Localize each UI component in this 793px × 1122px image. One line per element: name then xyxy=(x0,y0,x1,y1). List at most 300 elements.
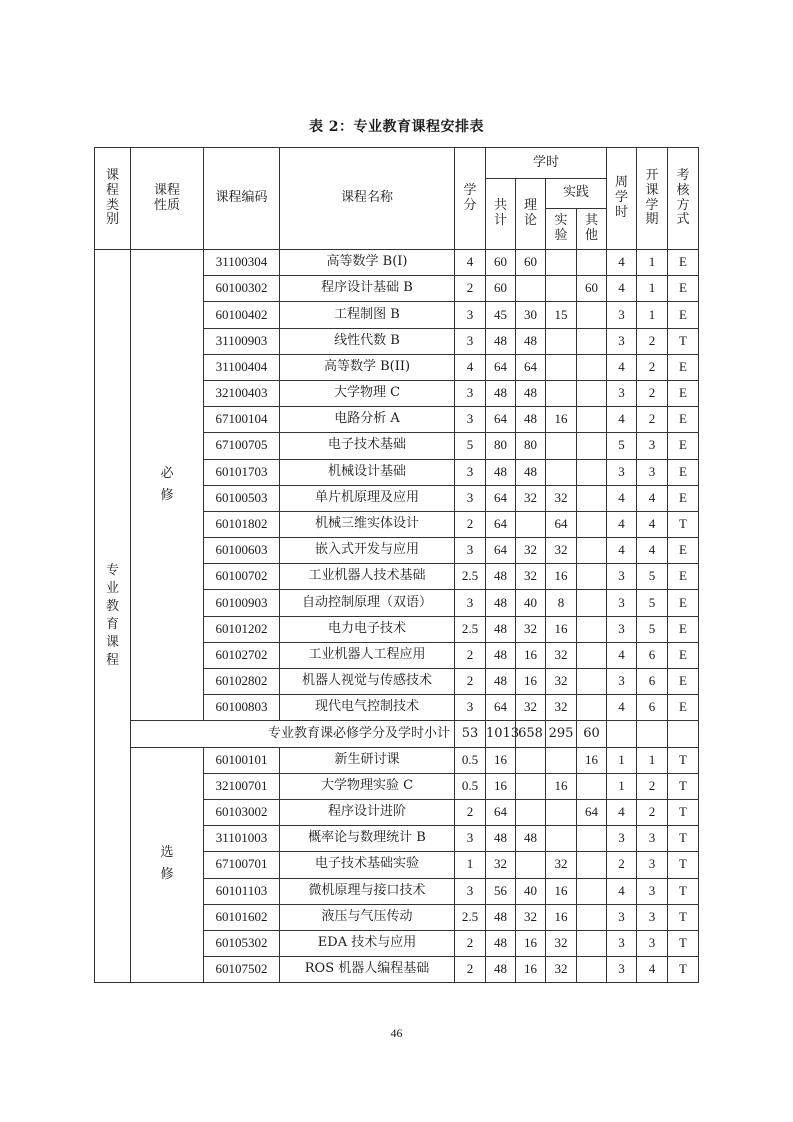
cell-total: 48 xyxy=(486,957,516,983)
cell-total: 16 xyxy=(486,747,516,773)
cell-name: 现代电气控制技术 xyxy=(280,695,455,721)
cell-weekly: 3 xyxy=(607,302,637,328)
subtotal-total: 1013 xyxy=(486,721,516,747)
cell-exam: E xyxy=(668,564,699,590)
cell-weekly: 3 xyxy=(607,328,637,354)
cell-weekly: 4 xyxy=(607,250,637,276)
header-hours: 学时 xyxy=(486,148,607,179)
cell-code: 60101202 xyxy=(204,616,280,642)
header-theory: 理 论 xyxy=(516,179,546,250)
cell-credit: 2 xyxy=(455,642,486,668)
cell-exam: E xyxy=(668,538,699,564)
cell-name: 单片机原理及应用 xyxy=(280,485,455,511)
cell-code: 67100705 xyxy=(204,433,280,459)
cell-weekly: 3 xyxy=(607,930,637,956)
header-other: 其 他 xyxy=(577,209,607,250)
cell-code: 60100302 xyxy=(204,276,280,302)
cell-credit: 0.5 xyxy=(455,773,486,799)
cell-credit: 3 xyxy=(455,538,486,564)
cell-weekly: 4 xyxy=(607,407,637,433)
cell-exam: E xyxy=(668,276,699,302)
cell-exp: 16 xyxy=(546,773,577,799)
subtotal-other: 60 xyxy=(577,721,607,747)
cell-term: 3 xyxy=(637,878,668,904)
cell-code: 60100702 xyxy=(204,564,280,590)
cell-total: 48 xyxy=(486,904,516,930)
cell-exp: 15 xyxy=(546,302,577,328)
cell-exam: E xyxy=(668,354,699,380)
cell-total: 48 xyxy=(486,642,516,668)
cell-exam: E xyxy=(668,250,699,276)
cell-exp: 16 xyxy=(546,878,577,904)
cell-exp: 16 xyxy=(546,616,577,642)
cell-term: 3 xyxy=(637,904,668,930)
cell-weekly: 2 xyxy=(607,852,637,878)
cell-weekly: 1 xyxy=(607,747,637,773)
cell-other xyxy=(577,433,607,459)
cell-theory: 48 xyxy=(516,328,546,354)
cell-other xyxy=(577,564,607,590)
cell-code: 60102702 xyxy=(204,642,280,668)
cell-credit: 2 xyxy=(455,276,486,302)
cell-other: 60 xyxy=(577,276,607,302)
cell-theory: 32 xyxy=(516,485,546,511)
header-term: 开 课 学 期 xyxy=(637,148,668,250)
cell-total: 64 xyxy=(486,799,516,825)
cell-exam: E xyxy=(668,433,699,459)
cell-weekly: 4 xyxy=(607,511,637,537)
cell-total: 48 xyxy=(486,616,516,642)
cell-name: 液压与气压传动 xyxy=(280,904,455,930)
header-experiment: 实 验 xyxy=(546,209,577,250)
cell-other xyxy=(577,957,607,983)
cell-code: 60101103 xyxy=(204,878,280,904)
cell-total: 60 xyxy=(486,250,516,276)
cell-exam: E xyxy=(668,302,699,328)
cell-other xyxy=(577,878,607,904)
cell-other xyxy=(577,250,607,276)
cell-theory: 32 xyxy=(516,616,546,642)
cell-other xyxy=(577,302,607,328)
cell-other xyxy=(577,538,607,564)
cell-credit: 3 xyxy=(455,380,486,406)
cell-exam: T xyxy=(668,328,699,354)
cell-theory xyxy=(516,799,546,825)
cell-code: 60103002 xyxy=(204,799,280,825)
cell-exam: E xyxy=(668,590,699,616)
cell-term: 4 xyxy=(637,511,668,537)
subtotal-credit: 53 xyxy=(455,721,486,747)
header-category: 课 程 类 别 xyxy=(95,148,131,250)
cell-theory xyxy=(516,276,546,302)
cell-credit: 2 xyxy=(455,799,486,825)
cell-theory: 64 xyxy=(516,354,546,380)
cell-exam: T xyxy=(668,773,699,799)
cell-name: 机械三维实体设计 xyxy=(280,511,455,537)
cell-theory: 32 xyxy=(516,695,546,721)
cell-exam: E xyxy=(668,485,699,511)
cell-term: 3 xyxy=(637,852,668,878)
cell-name: 大学物理实验 C xyxy=(280,773,455,799)
cell-name: 高等数学 B(II) xyxy=(280,354,455,380)
cell-name: 电子技术基础实验 xyxy=(280,852,455,878)
cell-theory: 30 xyxy=(516,302,546,328)
cell-other xyxy=(577,616,607,642)
cell-term: 3 xyxy=(637,826,668,852)
cell-code: 60101703 xyxy=(204,459,280,485)
cell-theory: 32 xyxy=(516,564,546,590)
cell-theory: 60 xyxy=(516,250,546,276)
cell-code: 60101602 xyxy=(204,904,280,930)
table-body xyxy=(95,148,699,983)
cell-term: 2 xyxy=(637,773,668,799)
cell-other xyxy=(577,328,607,354)
cell-exp xyxy=(546,276,577,302)
cell-code: 60100603 xyxy=(204,538,280,564)
cell-exp: 32 xyxy=(546,642,577,668)
cell-other xyxy=(577,930,607,956)
cell-code: 32100403 xyxy=(204,380,280,406)
cell-weekly: 1 xyxy=(607,773,637,799)
cell-total: 48 xyxy=(486,459,516,485)
cell-total: 64 xyxy=(486,538,516,564)
cell-theory xyxy=(516,511,546,537)
cell-exp: 8 xyxy=(546,590,577,616)
cell-code: 31100903 xyxy=(204,328,280,354)
cell-credit: 3 xyxy=(455,590,486,616)
cell-exp xyxy=(546,380,577,406)
cell-code: 67100701 xyxy=(204,852,280,878)
cell-term: 2 xyxy=(637,407,668,433)
cell-theory xyxy=(516,773,546,799)
cell-code: 60101802 xyxy=(204,511,280,537)
cell-term: 4 xyxy=(637,538,668,564)
table-row xyxy=(95,250,699,276)
cell-name: 工业机器人技术基础 xyxy=(280,564,455,590)
cell-weekly: 3 xyxy=(607,590,637,616)
cell-weekly: 3 xyxy=(607,904,637,930)
cell-total: 56 xyxy=(486,878,516,904)
cell-theory: 16 xyxy=(516,669,546,695)
cell-code: 60105302 xyxy=(204,930,280,956)
header-code: 课程编码 xyxy=(204,148,280,250)
cell-weekly: 4 xyxy=(607,276,637,302)
cell-exp: 64 xyxy=(546,511,577,537)
cell-exp: 32 xyxy=(546,485,577,511)
cell-weekly: 4 xyxy=(607,878,637,904)
cell-name: 自动控制原理（双语） xyxy=(280,590,455,616)
cell-term: 1 xyxy=(637,276,668,302)
cell-theory: 16 xyxy=(516,957,546,983)
cell-term: 2 xyxy=(637,380,668,406)
cell-theory: 80 xyxy=(516,433,546,459)
cell-term: 1 xyxy=(637,747,668,773)
cell-code: 60100101 xyxy=(204,747,280,773)
cell-total: 64 xyxy=(486,407,516,433)
cell-theory: 40 xyxy=(516,590,546,616)
cell-total: 48 xyxy=(486,590,516,616)
cell-code: 60107502 xyxy=(204,957,280,983)
cell-weekly: 3 xyxy=(607,459,637,485)
cell-exam: E xyxy=(668,669,699,695)
cell-theory: 32 xyxy=(516,904,546,930)
header-practice: 实践 xyxy=(546,179,607,209)
subtotal-label: 专业教育课必修学分及学时小计 xyxy=(131,721,455,747)
cell-theory xyxy=(516,747,546,773)
page-number: 46 xyxy=(390,1026,403,1040)
cell-credit: 5 xyxy=(455,433,486,459)
cell-total: 64 xyxy=(486,485,516,511)
cell-total: 64 xyxy=(486,695,516,721)
cell-term: 2 xyxy=(637,799,668,825)
cell-term: 3 xyxy=(637,433,668,459)
cell-credit: 2 xyxy=(455,511,486,537)
cell-total: 64 xyxy=(486,354,516,380)
cell-name: 机械设计基础 xyxy=(280,459,455,485)
cell-code: 60102802 xyxy=(204,669,280,695)
cell-credit: 2 xyxy=(455,669,486,695)
subtotal-theory: 658 xyxy=(516,721,546,747)
cell-weekly: 4 xyxy=(607,354,637,380)
cell-weekly: 3 xyxy=(607,669,637,695)
cell-theory: 48 xyxy=(516,407,546,433)
cell-credit: 4 xyxy=(455,354,486,380)
cell-term: 4 xyxy=(637,957,668,983)
cell-other xyxy=(577,354,607,380)
cell-exp xyxy=(546,826,577,852)
header-credit: 学 分 xyxy=(455,148,486,250)
cell-code: 60100903 xyxy=(204,590,280,616)
cell-name: 大学物理 C xyxy=(280,380,455,406)
cell-code: 60100402 xyxy=(204,302,280,328)
cell-exam: T xyxy=(668,930,699,956)
cell-other xyxy=(577,590,607,616)
cell-total: 32 xyxy=(486,852,516,878)
cell-total: 48 xyxy=(486,669,516,695)
cell-code: 67100104 xyxy=(204,407,280,433)
cell-theory xyxy=(516,852,546,878)
cell-total: 48 xyxy=(486,564,516,590)
cell-credit: 3 xyxy=(455,302,486,328)
cell-term: 6 xyxy=(637,669,668,695)
cell-exp xyxy=(546,799,577,825)
cell-exam: T xyxy=(668,511,699,537)
cell-exp: 32 xyxy=(546,695,577,721)
cell-other xyxy=(577,459,607,485)
cell-code: 60100503 xyxy=(204,485,280,511)
cell-name: 电路分析 A xyxy=(280,407,455,433)
cell-exam: T xyxy=(668,904,699,930)
cell-weekly: 4 xyxy=(607,538,637,564)
cell-exam: E xyxy=(668,459,699,485)
cell-credit: 4 xyxy=(455,250,486,276)
cell-name: 新生研讨课 xyxy=(280,747,455,773)
subtotal-weekly xyxy=(607,721,637,747)
cell-total: 48 xyxy=(486,380,516,406)
cell-weekly: 3 xyxy=(607,564,637,590)
cell-exp: 32 xyxy=(546,852,577,878)
cell-theory: 48 xyxy=(516,380,546,406)
header-weekly: 周 学 时 xyxy=(607,148,637,250)
cell-term: 6 xyxy=(637,695,668,721)
cell-exp: 32 xyxy=(546,538,577,564)
cell-name: 工业机器人工程应用 xyxy=(280,642,455,668)
cell-credit: 3 xyxy=(455,878,486,904)
cell-exam: E xyxy=(668,616,699,642)
cell-exp xyxy=(546,354,577,380)
cell-exp: 16 xyxy=(546,407,577,433)
cell-exam: T xyxy=(668,878,699,904)
cell-exam: T xyxy=(668,826,699,852)
cell-theory: 48 xyxy=(516,826,546,852)
cell-weekly: 3 xyxy=(607,826,637,852)
cell-credit: 1 xyxy=(455,852,486,878)
cell-exam: E xyxy=(668,695,699,721)
cell-exam: E xyxy=(668,407,699,433)
cell-name: ROS 机器人编程基础 xyxy=(280,957,455,983)
cell-credit: 3 xyxy=(455,407,486,433)
cell-other xyxy=(577,485,607,511)
cell-weekly: 4 xyxy=(607,642,637,668)
cell-total: 64 xyxy=(486,511,516,537)
cell-term: 6 xyxy=(637,642,668,668)
subtotal-term xyxy=(637,721,668,747)
cell-exp xyxy=(546,433,577,459)
cell-term: 1 xyxy=(637,302,668,328)
cell-name: 程序设计进阶 xyxy=(280,799,455,825)
cell-weekly: 3 xyxy=(607,957,637,983)
cell-exp: 16 xyxy=(546,564,577,590)
cell-credit: 2.5 xyxy=(455,616,486,642)
cell-credit: 3 xyxy=(455,485,486,511)
cell-total: 60 xyxy=(486,276,516,302)
cell-name: EDA 技术与应用 xyxy=(280,930,455,956)
cell-other xyxy=(577,773,607,799)
cell-exam: E xyxy=(668,642,699,668)
cell-term: 3 xyxy=(637,459,668,485)
cell-exam: T xyxy=(668,799,699,825)
cell-code: 31101003 xyxy=(204,826,280,852)
cell-total: 16 xyxy=(486,773,516,799)
cell-other xyxy=(577,511,607,537)
cell-theory: 40 xyxy=(516,878,546,904)
cell-exp xyxy=(546,747,577,773)
header-exam: 考 核 方 式 xyxy=(668,148,699,250)
cell-code: 31100304 xyxy=(204,250,280,276)
cell-total: 48 xyxy=(486,328,516,354)
cell-exp xyxy=(546,328,577,354)
cell-term: 1 xyxy=(637,250,668,276)
cell-theory: 16 xyxy=(516,642,546,668)
cell-weekly: 3 xyxy=(607,616,637,642)
cell-exp xyxy=(546,250,577,276)
category-label: 专 业 教 育 课 程 xyxy=(95,250,131,983)
cell-other xyxy=(577,380,607,406)
cell-exam: E xyxy=(668,380,699,406)
cell-code: 32100701 xyxy=(204,773,280,799)
cell-exam: T xyxy=(668,747,699,773)
cell-theory: 48 xyxy=(516,459,546,485)
cell-weekly: 5 xyxy=(607,433,637,459)
cell-weekly: 4 xyxy=(607,485,637,511)
cell-code: 31100404 xyxy=(204,354,280,380)
course-schedule-table xyxy=(94,147,699,983)
cell-total: 48 xyxy=(486,826,516,852)
cell-exam: T xyxy=(668,852,699,878)
cell-name: 概率论与数理统计 B xyxy=(280,826,455,852)
cell-credit: 3 xyxy=(455,826,486,852)
cell-other: 16 xyxy=(577,747,607,773)
cell-other xyxy=(577,407,607,433)
cell-name: 高等数学 B(I) xyxy=(280,250,455,276)
cell-total: 48 xyxy=(486,930,516,956)
cell-exp: 16 xyxy=(546,904,577,930)
cell-term: 5 xyxy=(637,590,668,616)
cell-term: 5 xyxy=(637,564,668,590)
required-label: 必 修 xyxy=(131,250,204,721)
cell-name: 嵌入式开发与应用 xyxy=(280,538,455,564)
cell-other xyxy=(577,695,607,721)
table-title: 表 2：专业教育课程安排表 xyxy=(308,119,485,135)
cell-term: 3 xyxy=(637,930,668,956)
cell-theory: 16 xyxy=(516,930,546,956)
cell-credit: 2 xyxy=(455,957,486,983)
cell-name: 微机原理与接口技术 xyxy=(280,878,455,904)
cell-exp: 32 xyxy=(546,957,577,983)
subtotal-exam xyxy=(668,721,699,747)
cell-other: 64 xyxy=(577,799,607,825)
cell-name: 工程制图 B xyxy=(280,302,455,328)
cell-term: 4 xyxy=(637,485,668,511)
cell-total: 45 xyxy=(486,302,516,328)
subtotal-exp: 295 xyxy=(546,721,577,747)
cell-exp xyxy=(546,459,577,485)
cell-term: 2 xyxy=(637,354,668,380)
cell-other xyxy=(577,904,607,930)
cell-credit: 2.5 xyxy=(455,564,486,590)
cell-other xyxy=(577,669,607,695)
cell-other xyxy=(577,826,607,852)
cell-other xyxy=(577,642,607,668)
cell-term: 5 xyxy=(637,616,668,642)
cell-code: 60100803 xyxy=(204,695,280,721)
cell-exp: 32 xyxy=(546,669,577,695)
cell-weekly: 4 xyxy=(607,695,637,721)
cell-credit: 3 xyxy=(455,459,486,485)
header-row xyxy=(95,148,699,179)
cell-name: 电力电子技术 xyxy=(280,616,455,642)
elective-label: 选 修 xyxy=(131,747,204,983)
cell-total: 80 xyxy=(486,433,516,459)
cell-name: 程序设计基础 B xyxy=(280,276,455,302)
cell-exp: 32 xyxy=(546,930,577,956)
subtotal-row xyxy=(95,721,699,747)
cell-term: 2 xyxy=(637,328,668,354)
cell-name: 电子技术基础 xyxy=(280,433,455,459)
cell-theory: 32 xyxy=(516,538,546,564)
cell-name: 线性代数 B xyxy=(280,328,455,354)
cell-name: 机器人视觉与传感技术 xyxy=(280,669,455,695)
cell-credit: 2.5 xyxy=(455,904,486,930)
table-row xyxy=(95,747,699,773)
cell-exam: T xyxy=(668,957,699,983)
header-name: 课程名称 xyxy=(280,148,455,250)
cell-weekly: 4 xyxy=(607,799,637,825)
cell-credit: 0.5 xyxy=(455,747,486,773)
cell-credit: 3 xyxy=(455,328,486,354)
cell-other xyxy=(577,852,607,878)
cell-credit: 3 xyxy=(455,695,486,721)
